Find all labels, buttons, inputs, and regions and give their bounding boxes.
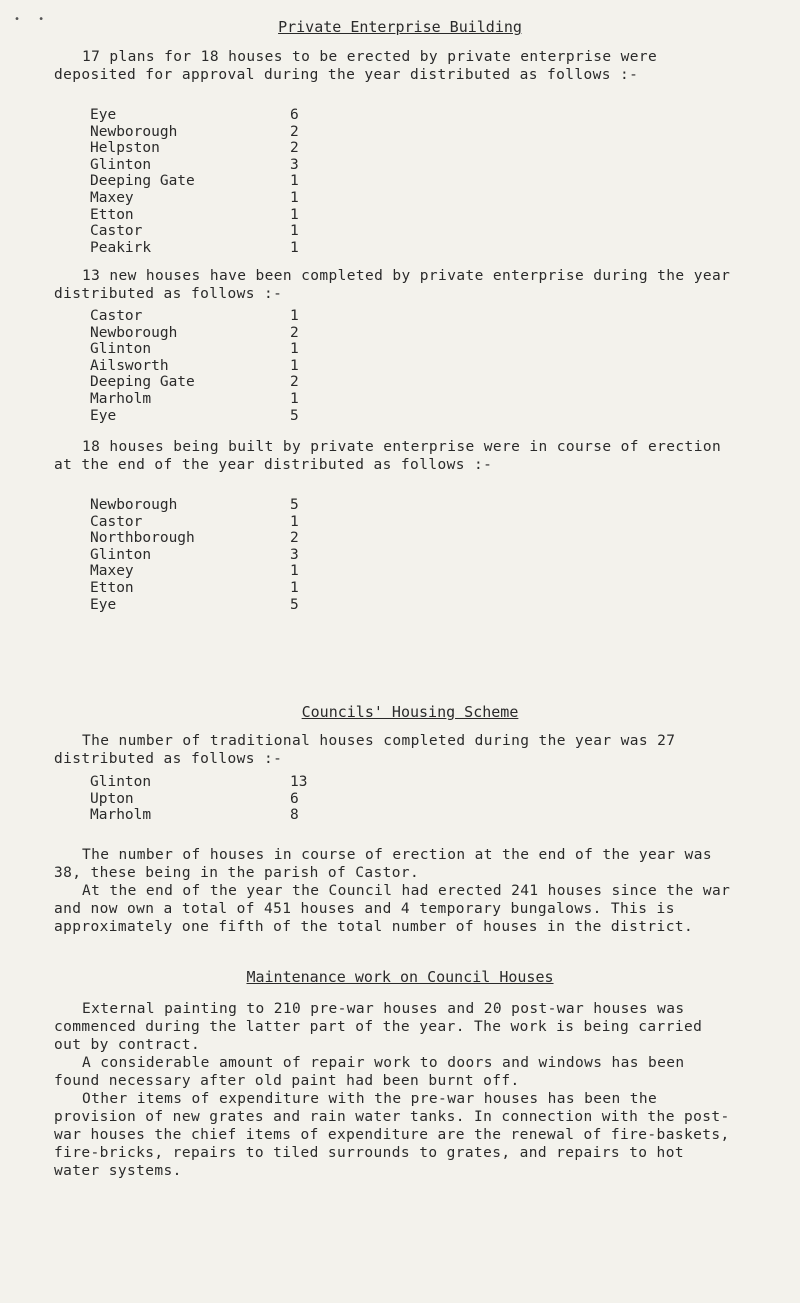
completed-table (90, 308, 320, 424)
house-count: 1 (290, 390, 299, 407)
table-row (90, 597, 320, 614)
table-row (90, 207, 320, 224)
house-count: 5 (290, 596, 299, 613)
house-count: 1 (290, 341, 299, 358)
maintenance-paragraphs: External painting to 210 pre-war houses and 20 post-war houses was commenced during the latter part of the year. The work is being carried out by contract. A considerable amount of repair work to doors and windows has been found necessary after old paint had been burnt off. Other items of expenditure with the pre-war houses has been the provision of new grates and rain water tanks. In connection with the post-war houses the chief items of expenditure are the renewal of fire-baskets, fire-bricks, repairs to tiled surrounds to grates, and repairs to hot water systems. (54, 1001, 730, 1179)
house-count: 2 (290, 140, 299, 157)
house-count: 1 (290, 563, 299, 580)
house-count: 1 (290, 223, 299, 240)
house-count: 6 (290, 107, 299, 123)
place-name: Maxey (90, 189, 134, 206)
place-name: Glinton (90, 156, 152, 173)
table-row (90, 308, 320, 325)
place-name: Northborough (90, 530, 195, 547)
table-row (90, 547, 320, 564)
place-name: Newborough (90, 497, 178, 513)
traditional-intro-paragraph: The number of traditional houses completed during the year was 27 distributed as follows :- (54, 733, 676, 767)
table-row (90, 408, 320, 425)
table-row (90, 530, 320, 547)
table-row (90, 107, 320, 124)
place-name: Marholm (90, 807, 152, 824)
page-corner-marks: • • (14, 14, 51, 25)
place-name: Deeping Gate (90, 374, 195, 391)
table-row (90, 774, 320, 791)
table-row (90, 190, 320, 207)
table-row (90, 391, 320, 408)
place-name: Helpston (90, 140, 160, 157)
house-count: 1 (290, 308, 299, 324)
building-table (90, 497, 320, 613)
place-name: Deeping Gate (90, 173, 195, 190)
house-count: 2 (290, 123, 299, 140)
heading-maintenance: Maintenance work on Council Houses (246, 968, 554, 986)
table-row (90, 514, 320, 531)
place-name: Castor (90, 513, 143, 530)
building-intro-paragraph: 18 houses being built by private enterprise were in course of erection at the end of the year distributed as follows :- (54, 439, 722, 473)
heading-private-enterprise: Private Enterprise Building (278, 18, 522, 36)
place-name: Newborough (90, 123, 178, 140)
house-count: 1 (290, 513, 299, 530)
table-row (90, 124, 320, 141)
place-name: Eye (90, 596, 117, 613)
house-count: 3 (290, 156, 299, 173)
table-row (90, 580, 320, 597)
table-row (90, 807, 320, 824)
place-name: Castor (90, 308, 143, 324)
table-row (90, 325, 320, 342)
house-count: 8 (290, 807, 299, 824)
place-name: Glinton (90, 546, 152, 563)
place-name: Eye (90, 407, 117, 424)
traditional-table (90, 774, 320, 824)
house-count: 3 (290, 546, 299, 563)
house-count: 1 (290, 206, 299, 223)
plans-table (90, 107, 320, 256)
house-count: 5 (290, 407, 299, 424)
place-name: Etton (90, 579, 134, 596)
table-row (90, 563, 320, 580)
place-name: Ailsworth (90, 357, 169, 374)
place-name: Etton (90, 206, 134, 223)
table-row (90, 223, 320, 240)
table-row (90, 157, 320, 174)
plans-intro-paragraph: 17 plans for 18 houses to be erected by private enterprise were deposited for approval during the year distributed as follows :- (54, 49, 658, 83)
table-row (90, 374, 320, 391)
heading-council-housing: Councils' Housing Scheme (301, 703, 519, 721)
place-name: Eye (90, 107, 117, 123)
house-count: 2 (290, 374, 299, 391)
place-name: Castor (90, 223, 143, 240)
house-count: 1 (290, 357, 299, 374)
house-count: 5 (290, 497, 299, 513)
place-name: Maxey (90, 563, 134, 580)
place-name: Glinton (90, 341, 152, 358)
table-row (90, 240, 320, 257)
house-count: 2 (290, 530, 299, 547)
place-name: Glinton (90, 774, 152, 790)
place-name: Upton (90, 790, 134, 807)
house-count: 6 (290, 790, 299, 807)
completed-intro-paragraph: 13 new houses have been completed by private enterprise during the year distributed as follows :- (54, 268, 731, 302)
house-count: 1 (290, 579, 299, 596)
house-count: 13 (290, 774, 308, 790)
table-row (90, 497, 320, 514)
house-count: 1 (290, 173, 299, 190)
erection-paragraph: The number of houses in course of erection at the end of the year was 38, these being in the parish of Castor. At the end of the year the Council had erected 241 houses since the war and now own a total of 451 houses and 4 temporary bungalows. This is approximately one fifth of the total number of houses in the district. (54, 847, 731, 935)
place-name: Marholm (90, 390, 152, 407)
table-row (90, 140, 320, 157)
table-row (90, 358, 320, 375)
house-count: 1 (290, 189, 299, 206)
house-count: 2 (290, 324, 299, 341)
place-name: Newborough (90, 324, 178, 341)
table-row (90, 791, 320, 808)
house-count: 1 (290, 239, 299, 256)
place-name: Peakirk (90, 239, 152, 256)
table-row (90, 341, 320, 358)
table-row (90, 173, 320, 190)
